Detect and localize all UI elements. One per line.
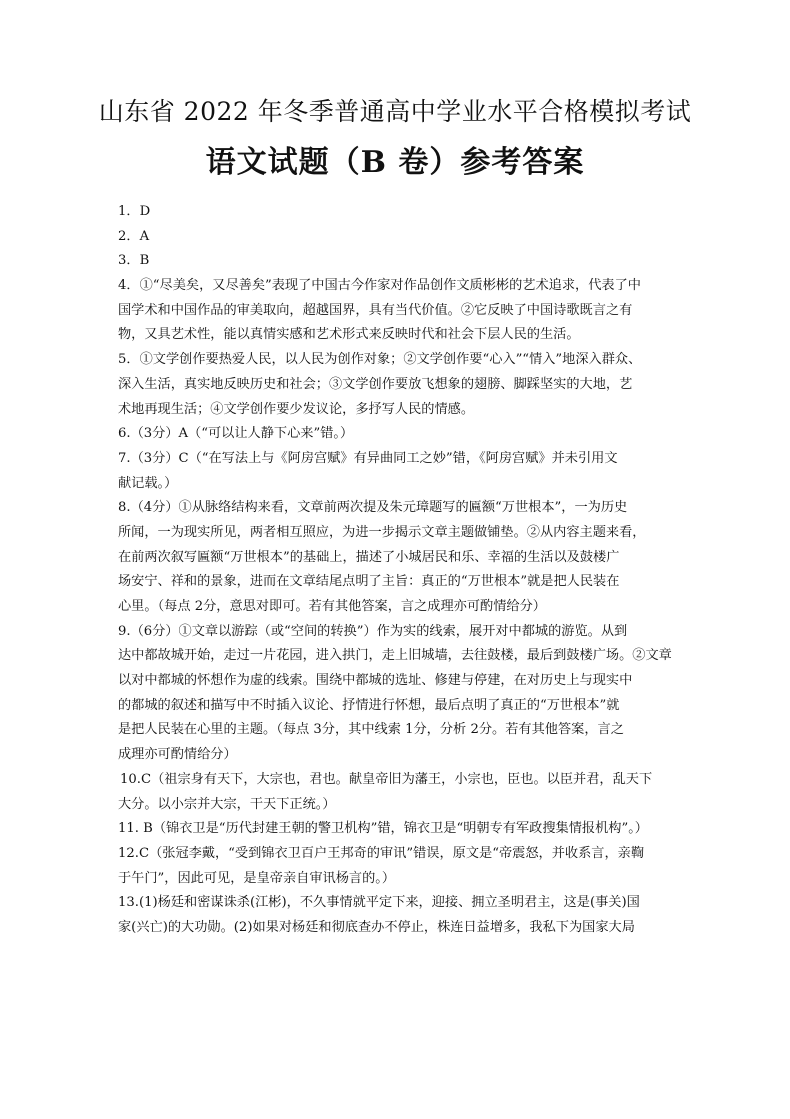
answer-line: 6.（3分）A（“可以让人静下心来”错。） — [118, 426, 354, 442]
answer-line: 达中都故城开始，走过一片花园，进入拱门，走上旧城墙，去往鼓楼，最后到鼓楼广场。②文章 — [118, 648, 672, 664]
answer-line: 4．①“尽美矣，又尽善矣”表现了中国古今作家对作品创作文质彬彬的艺术追求，代表了中 — [118, 278, 641, 294]
answer-line: 于午门”，因此可见，是皇帝亲自审讯杨言的。） — [118, 870, 396, 886]
answer-line: 所闻，一为现实所见，两者相互照应，为进一步揭示文章主题做铺垫。②从内容主题来看， — [118, 524, 646, 540]
answer-line: 物，又具艺术性，能以真情实感和艺术形式来反映时代和社会下层人民的生活。 — [118, 327, 580, 343]
answer-line: 是把人民装在心里的主题。（每点 3分，其中线索 1分，分析 2分。若有其他答案，言之 — [118, 722, 624, 738]
answer-line: 深入生活，真实地反映历史和社会；③文学创作要放飞想象的翅膀、脚踩坚实的大地，艺 — [118, 376, 633, 392]
answer-line: 8.（4分）①从脉络结构来看，文章前两次提及朱元璋题写的匾额“万世根本”，一为历史 — [118, 500, 628, 516]
answer-line: 大分。以小宗并大宗，干天下正统。） — [118, 796, 336, 812]
answer-line: 5．①文学创作要热爱人民，以人民为创作对象；②文学创作要“心入”“情入”地深入群众、 — [118, 352, 642, 368]
answer-line: 家(兴亡)的大功勋。(2)如果对杨廷和彻底查办不停止，株连日益增多，我私下为国家大局 — [118, 919, 635, 935]
answer-key-subtitle: 语文试题（B 卷）参考答案 — [205, 145, 585, 180]
answer-line: 国学术和中国作品的审美取向，超越国界，具有当代价值。②它反映了中国诗歌既言之有 — [118, 302, 633, 318]
answer-line: 在前两次叙写匾额“万世根本”的基础上，描述了小城居民和乐、幸福的生活以及鼓楼广 — [118, 549, 620, 565]
answer-line: 心里。（每点 2分，意思对即可。若有其他答案，言之成理亦可酌情给分） — [118, 599, 546, 614]
answer-line: 13.(1)杨廷和密谋诛杀(江彬)，不久事情就平定下来，迎接、拥立圣明君主，这是(事关)国 — [118, 895, 640, 911]
answer-line: 7.（3分）C（“在写法上与《阿房宫赋》有异曲同工之妙”错，《阿房宫赋》并未引用文 — [118, 450, 618, 466]
answer-line: 3．B — [118, 253, 150, 269]
answer-line: 术地再现生活；④文学创作要少发议论，多抒写人民的情感。 — [118, 401, 475, 417]
answer-line: 9.（6分）①文章以游踪（或“空间的转换”）作为实的线索，展开对中都城的游览。从到 — [118, 623, 628, 639]
answer-line: 11. B（锦衣卫是“历代封建王朝的警卫机构”错，锦衣卫是“明朝专有军政搜集情报机构”。） — [118, 821, 648, 837]
answer-line: 10.C（祖宗身有天下，大宗也，君也。献皇帝旧为藩王，小宗也，臣也。以臣并君，乱天下 — [120, 771, 653, 787]
answer-list — [118, 200, 678, 941]
exam-title: 山东省 2022 年冬季普通高中学业水平合格模拟考试 — [98, 97, 692, 126]
answer-line: 以对中都城的怀想作为虚的线索。围绕中都城的选址、修建与停建，在对历史上与现实中 — [118, 673, 633, 689]
answer-line: 2．A — [118, 228, 150, 244]
answer-line: 12.C（张冠李戴，“受到锦衣卫百户王邦奇的审讯”错误，原文是“帝震怒，并收系言，亲鞫 — [118, 845, 645, 861]
answer-line: 献记载。） — [118, 475, 178, 491]
answer-line: 1．D — [118, 204, 151, 219]
answer-line: 成理亦可酌情给分） — [118, 747, 237, 763]
answer-line: 的都城的叙述和描写中不时插入议论、抒情进行怀想，最后点明了真正的“万世根本”就 — [118, 697, 620, 713]
answer-line: 场安宁、祥和的景象，进而在文章结尾点明了主旨：真正的“万世根本”就是把人民装在 — [118, 574, 620, 590]
